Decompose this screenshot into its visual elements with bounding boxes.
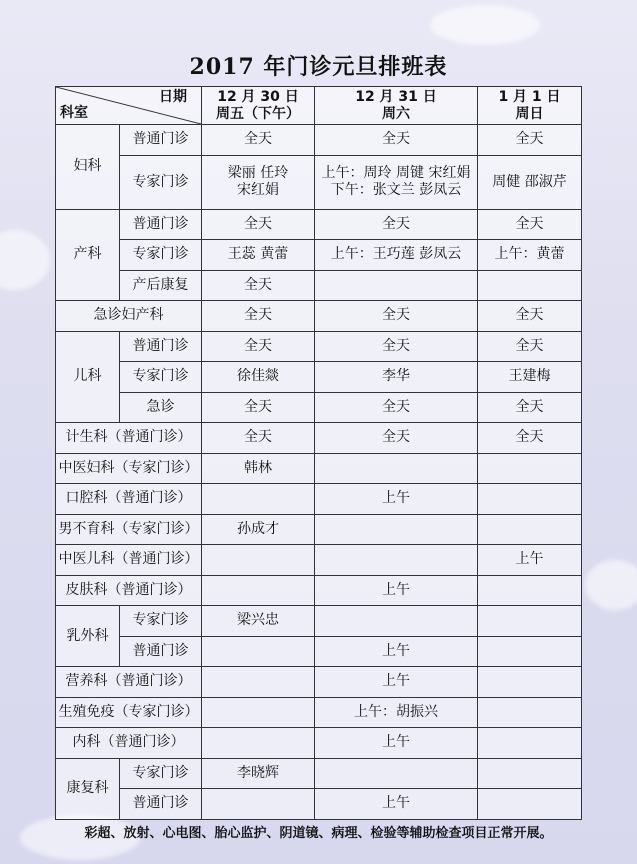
sub-dept-cell: 专家门诊 <box>120 240 202 271</box>
schedule-cell: 梁丽 任玲 宋红娟 <box>202 155 315 209</box>
schedule-cell: 全天 <box>315 423 478 454</box>
schedule-cell <box>478 667 582 698</box>
table-row <box>56 125 582 156</box>
table-row <box>56 697 582 728</box>
col-header-jan1 <box>478 87 582 125</box>
table-header-row <box>56 87 582 125</box>
sub-dept-cell: 普通门诊 <box>120 209 202 240</box>
schedule-cell: 全天 <box>478 125 582 156</box>
schedule-cell: 孙成才 <box>202 514 315 545</box>
schedule-cell: 全天 <box>202 301 315 332</box>
table-row <box>56 545 582 576</box>
sub-dept-cell: 产后康复 <box>120 270 202 301</box>
schedule-cell: 全天 <box>202 125 315 156</box>
sub-dept-cell: 专家门诊 <box>120 758 202 789</box>
schedule-cell <box>478 484 582 515</box>
schedule-cell <box>202 789 315 820</box>
table-row <box>56 514 582 545</box>
table-row <box>56 606 582 637</box>
schedule-cell: 上午：黄蕾 <box>478 240 582 271</box>
schedule-cell: 上午 <box>315 789 478 820</box>
background-cloud <box>430 5 540 45</box>
dept-cell: 急诊妇产科 <box>56 301 202 332</box>
schedule-cell: 全天 <box>315 331 478 362</box>
table-row <box>56 240 582 271</box>
table-row <box>56 636 582 667</box>
schedule-cell: 上午：王巧莲 彭凤云 <box>315 240 478 271</box>
schedule-cell: 王蕊 黄蕾 <box>202 240 315 271</box>
schedule-table <box>55 86 582 820</box>
schedule-cell <box>315 453 478 484</box>
schedule-cell: 全天 <box>202 423 315 454</box>
schedule-cell: 周健 邵淑芹 <box>478 155 582 209</box>
sub-dept-cell: 专家门诊 <box>120 155 202 209</box>
schedule-cell <box>478 758 582 789</box>
schedule-cell: 全天 <box>202 392 315 423</box>
dept-cell: 中医儿科（普通门诊） <box>56 545 202 576</box>
schedule-cell <box>478 514 582 545</box>
table-row <box>56 667 582 698</box>
weekday: 周五（下午） <box>216 105 300 122</box>
col-header-dec30 <box>202 87 315 125</box>
schedule-cell <box>478 697 582 728</box>
sub-dept-cell: 普通门诊 <box>120 331 202 362</box>
schedule-cell <box>315 606 478 637</box>
dept-cell: 营养科（普通门诊） <box>56 667 202 698</box>
table-row <box>56 155 582 209</box>
table-row <box>56 484 582 515</box>
schedule-cell: 上午：周玲 周键 宋红娟 下午：张文兰 彭凤云 <box>315 155 478 209</box>
weekday: 周六 <box>382 105 410 122</box>
table-row <box>56 270 582 301</box>
schedule-cell <box>202 484 315 515</box>
table-row <box>56 758 582 789</box>
dept-cell: 乳外科 <box>56 606 120 667</box>
schedule-cell: 李晓辉 <box>202 758 315 789</box>
schedule-cell <box>478 575 582 606</box>
table-row <box>56 453 582 484</box>
page-title: 2017 年门诊元旦排班表 <box>189 54 448 80</box>
schedule-cell <box>478 270 582 301</box>
schedule-cell <box>478 728 582 759</box>
sub-dept-cell: 专家门诊 <box>120 606 202 637</box>
schedule-cell: 全天 <box>478 331 582 362</box>
table-row <box>56 728 582 759</box>
schedule-cell: 全天 <box>315 392 478 423</box>
schedule-cell <box>478 606 582 637</box>
schedule-cell: 全天 <box>202 331 315 362</box>
sub-dept-cell: 普通门诊 <box>120 789 202 820</box>
date: 1 月 1 日 <box>498 88 561 105</box>
schedule-cell: 上午：胡振兴 <box>315 697 478 728</box>
schedule-cell <box>315 545 478 576</box>
corner-header-cell <box>56 87 202 125</box>
schedule-cell: 全天 <box>315 209 478 240</box>
col-header-dec31 <box>315 87 478 125</box>
background-cloud <box>0 230 50 290</box>
dept-cell: 男不育科（专家门诊） <box>56 514 202 545</box>
schedule-cell <box>315 758 478 789</box>
footer-note: 彩超、放射、心电图、胎心监护、阴道镜、病理、检验等辅助检查项目正常开展。 <box>84 826 553 841</box>
table-row <box>56 392 582 423</box>
schedule-cell: 梁兴忠 <box>202 606 315 637</box>
table-row <box>56 789 582 820</box>
schedule-cell: 全天 <box>315 301 478 332</box>
table-row <box>56 331 582 362</box>
table-row <box>56 575 582 606</box>
table-row <box>56 362 582 393</box>
schedule-cell: 全天 <box>478 392 582 423</box>
schedule-cell: 韩林 <box>202 453 315 484</box>
schedule-cell: 全天 <box>478 423 582 454</box>
dept-cell: 中医妇科（专家门诊） <box>56 453 202 484</box>
date-label: 日期 <box>159 89 187 105</box>
sub-dept-cell: 普通门诊 <box>120 636 202 667</box>
date: 12 月 30 日 <box>217 88 299 105</box>
dept-cell: 生殖免疫（专家门诊） <box>56 697 202 728</box>
schedule-cell <box>478 789 582 820</box>
schedule-cell: 全天 <box>315 125 478 156</box>
schedule-cell <box>202 667 315 698</box>
schedule-cell <box>202 575 315 606</box>
schedule-cell: 上午 <box>315 484 478 515</box>
schedule-cell: 全天 <box>478 301 582 332</box>
dept-cell: 产科 <box>56 209 120 301</box>
schedule-cell: 全天 <box>478 209 582 240</box>
schedule-cell <box>202 636 315 667</box>
schedule-cell: 徐佳燚 <box>202 362 315 393</box>
schedule-cell: 上午 <box>315 667 478 698</box>
schedule-cell: 全天 <box>202 209 315 240</box>
schedule-cell: 上午 <box>315 728 478 759</box>
background-cloud <box>585 560 637 610</box>
schedule-cell: 李华 <box>315 362 478 393</box>
schedule-cell <box>478 636 582 667</box>
dept-cell: 计生科（普通门诊） <box>56 423 202 454</box>
schedule-cell <box>315 514 478 545</box>
sub-dept-cell: 急诊 <box>120 392 202 423</box>
schedule-cell <box>202 545 315 576</box>
schedule-cell <box>478 453 582 484</box>
table-row <box>56 301 582 332</box>
schedule-cell: 上午 <box>478 545 582 576</box>
schedule-cell: 全天 <box>202 270 315 301</box>
sub-dept-cell: 专家门诊 <box>120 362 202 393</box>
date: 12 月 31 日 <box>355 88 437 105</box>
schedule-cell <box>202 697 315 728</box>
sub-dept-cell: 普通门诊 <box>120 125 202 156</box>
weekday: 周日 <box>515 105 544 122</box>
schedule-cell: 王建梅 <box>478 362 582 393</box>
dept-cell: 皮肤科（普通门诊） <box>56 575 202 606</box>
schedule-cell <box>202 728 315 759</box>
schedule-cell <box>315 270 478 301</box>
table-row <box>56 423 582 454</box>
schedule-cell: 上午 <box>315 575 478 606</box>
dept-cell: 内科（普通门诊） <box>56 728 202 759</box>
table-row <box>56 209 582 240</box>
schedule-cell: 上午 <box>315 636 478 667</box>
dept-cell: 妇科 <box>56 125 120 210</box>
dept-cell: 口腔科（普通门诊） <box>56 484 202 515</box>
dept-cell: 康复科 <box>56 758 120 819</box>
dept-cell: 儿科 <box>56 331 120 423</box>
dept-label: 科室 <box>60 105 88 121</box>
